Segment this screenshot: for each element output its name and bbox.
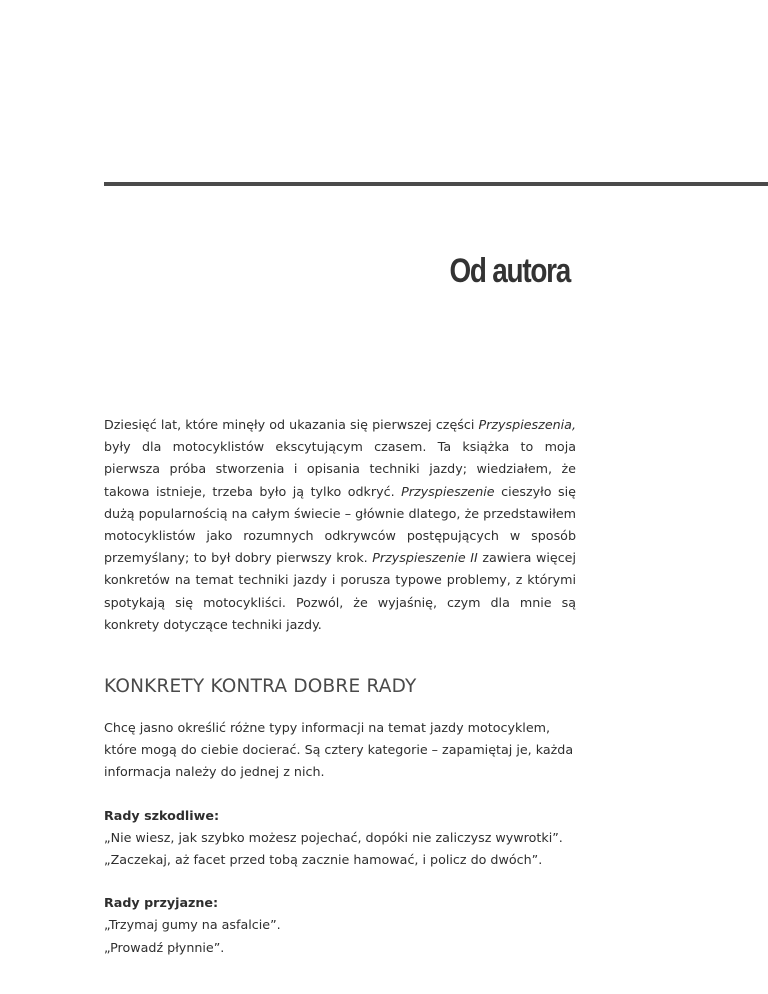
page-content: [104, 414, 576, 959]
section-heading: KONKRETY KONTRA DOBRE RADY: [104, 676, 417, 698]
section-paragraph: Chcę jasno określić różne typy informacji na temat jazdy motocyklem, które mogą do ciebie docierać. Są cztery kategorie – zapamiętaj je, każda informacja należy do jednej z nich.: [104, 720, 574, 780]
category-label: Rady przyjazne:: [104, 895, 219, 911]
category-label: Rady szkodliwe:: [104, 807, 220, 823]
book-title: Przyspieszenie: [401, 483, 495, 499]
book-title: Przyspieszenia,: [478, 417, 576, 432]
intro-text: cieszyło się dużą popularnością na całym świecie – głównie dlatego, że przedstawiłem motocyklistów jako rozumnych odkrywców postępujących w sposób przemyślany; to był dobry pierwszy krok.: [104, 483, 576, 566]
category-friendly: [104, 892, 576, 959]
intro-text: Dziesięć lat, które minęły od ukazania się pierwszej części: [104, 417, 479, 432]
chapter-rule: [104, 182, 768, 186]
category-quote: „Prowadź płynnie”.: [104, 939, 225, 955]
category-quote: „Trzymaj gumy na asfalcie”.: [104, 917, 281, 933]
chapter-title: Od autora: [449, 252, 570, 290]
category-quote: „Zaczekaj, aż facet przed tobą zacznie hamować, i policz do dwóch”.: [104, 852, 543, 868]
category-harmful: [104, 805, 576, 872]
book-title: Przyspieszenie II: [372, 550, 478, 566]
intro-text: zawiera więcej konkretów na temat techniki jazdy i porusza typowe problemy, z którymi spotykają się motocykliści. Pozwól, że wyjaśnię, czym dla mnie są konkrety dotyczące techniki jazdy.: [104, 550, 577, 632]
category-quote: „Nie wiesz, jak szybko możesz pojechać, dopóki nie zaliczysz wywrotki”.: [104, 829, 563, 845]
intro-paragraph: [104, 414, 576, 636]
intro-text: były dla motocyklistów ekscytującym czasem. Ta książka to moja pierwsza próba stworzenia i opisania techniki jazdy; wiedziałem, że takowa istnieje, trzeba było ją tylko odkryć.: [104, 439, 576, 499]
